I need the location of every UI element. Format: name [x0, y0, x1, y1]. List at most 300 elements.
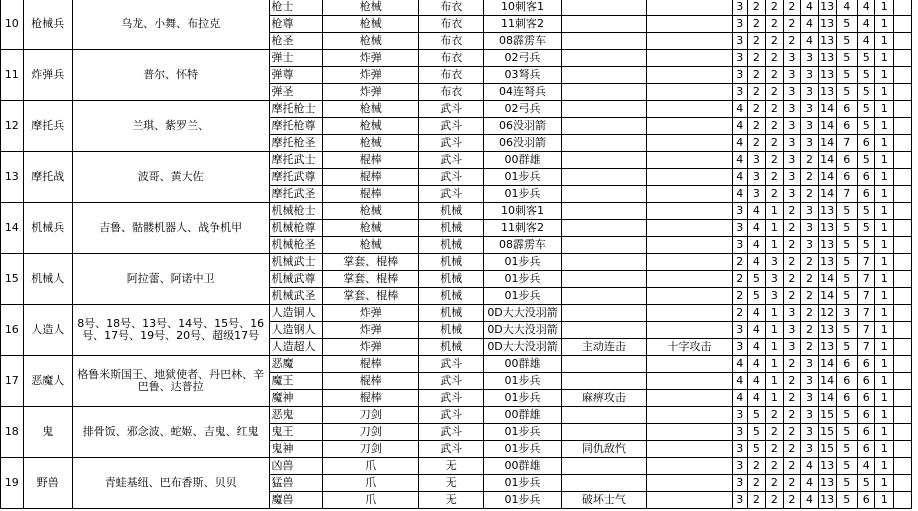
stat-cell: 1 [875, 101, 893, 118]
stat-cell: 2 [766, 407, 784, 424]
special-skill-2 [646, 50, 732, 67]
weapon-cell: 炸弹 [323, 322, 419, 339]
stat-cell: 2 [783, 458, 801, 475]
weapon-cell: 刀剑 [323, 407, 419, 424]
empty-cell [893, 271, 911, 288]
unit-type: 机械兵 [23, 203, 72, 254]
stat-cell: 5 [836, 237, 857, 254]
stat-cell: 15 [818, 424, 836, 441]
rank-name: 机械枪士 [269, 203, 323, 220]
empty-cell [893, 390, 911, 407]
skill-cell: 0D大大没羽箭 [484, 322, 562, 339]
stat-cell: 1 [875, 322, 893, 339]
stat-cell: 14 [818, 356, 836, 373]
skill-cell: 00群雄 [484, 407, 562, 424]
table-row [1, 356, 918, 373]
stat-cell: 3 [732, 237, 747, 254]
table-row [1, 0, 918, 16]
stat-cell: 1 [766, 237, 784, 254]
armor-cell: 机械 [419, 254, 484, 271]
stat-cell: 4 [732, 118, 747, 135]
armor-cell: 布衣 [419, 0, 484, 16]
rank-name: 摩托武尊 [269, 169, 323, 186]
stat-cell: 6 [857, 441, 875, 458]
stat-cell: 5 [836, 84, 857, 101]
stat-cell: 5 [857, 84, 875, 101]
special-skill-2 [646, 16, 732, 33]
group-number: 18 [1, 407, 24, 458]
empty-cell [893, 186, 911, 203]
empty-cell [893, 458, 911, 475]
skill-cell: 01步兵 [484, 424, 562, 441]
stat-cell: 3 [836, 305, 857, 322]
empty-cell [893, 67, 911, 84]
unit-type: 摩托战 [23, 152, 72, 203]
skill-cell: 01步兵 [484, 492, 562, 509]
rank-name: 枪尊 [269, 16, 323, 33]
stat-cell: 2 [783, 424, 801, 441]
skill-cell: 02弓兵 [484, 50, 562, 67]
stat-cell: 5 [747, 441, 765, 458]
empty-cell [893, 356, 911, 373]
stat-cell: 4 [747, 203, 765, 220]
stat-cell: 1 [766, 356, 784, 373]
stat-cell: 3 [732, 67, 747, 84]
weapon-cell: 枪械 [323, 135, 419, 152]
special-skill-2 [646, 356, 732, 373]
stat-cell: 3 [732, 475, 747, 492]
special-skill-1: 同仇敌忾 [561, 441, 646, 458]
group-number: 19 [1, 458, 24, 509]
empty-cell [893, 0, 911, 16]
stat-cell: 4 [857, 458, 875, 475]
stat-cell: 2 [747, 16, 765, 33]
armor-cell: 机械 [419, 220, 484, 237]
special-skill-1 [561, 33, 646, 50]
empty-cell [893, 16, 911, 33]
empty-cell [893, 288, 911, 305]
stat-cell: 4 [747, 254, 765, 271]
skill-cell: 06没羽箭 [484, 118, 562, 135]
group-number: 14 [1, 203, 24, 254]
special-skill-2 [646, 441, 732, 458]
weapon-cell: 枪械 [323, 118, 419, 135]
armor-cell: 武斗 [419, 186, 484, 203]
stat-cell: 13 [818, 220, 836, 237]
empty-cell [893, 84, 911, 101]
stat-cell: 5 [836, 33, 857, 50]
rank-name: 鬼神 [269, 441, 323, 458]
stat-cell: 6 [836, 373, 857, 390]
skill-cell: 01步兵 [484, 390, 562, 407]
skill-cell: 01步兵 [484, 186, 562, 203]
stat-cell: 1 [875, 424, 893, 441]
stat-cell: 5 [836, 424, 857, 441]
empty-cell [893, 441, 911, 458]
stat-cell: 3 [732, 441, 747, 458]
stat-cell: 2 [783, 407, 801, 424]
special-skill-2 [646, 322, 732, 339]
stat-cell: 2 [766, 492, 784, 509]
rank-name: 恶鬼 [269, 407, 323, 424]
rank-name: 机械武尊 [269, 271, 323, 288]
table-row [1, 458, 918, 475]
stat-cell: 2 [783, 356, 801, 373]
armor-cell: 机械 [419, 203, 484, 220]
special-skill-1 [561, 135, 646, 152]
armor-cell: 机械 [419, 339, 484, 356]
stat-cell: 2 [732, 288, 747, 305]
stat-cell: 15 [818, 407, 836, 424]
weapon-cell: 爪 [323, 492, 419, 509]
unit-type: 枪械兵 [23, 0, 72, 50]
stat-cell: 4 [801, 492, 819, 509]
skill-cell: 11刺客2 [484, 16, 562, 33]
group-number: 15 [1, 254, 24, 305]
table-row [1, 407, 918, 424]
stat-cell: 1 [875, 67, 893, 84]
skill-cell: 01步兵 [484, 288, 562, 305]
stat-cell: 3 [801, 203, 819, 220]
stat-cell: 5 [836, 407, 857, 424]
stat-cell: 5 [836, 254, 857, 271]
stat-cell: 5 [836, 203, 857, 220]
rank-name: 弹圣 [269, 84, 323, 101]
stat-cell: 4 [747, 237, 765, 254]
empty-cell [893, 169, 911, 186]
stat-cell: 1 [766, 305, 784, 322]
weapon-cell: 掌套、棍棒 [323, 288, 419, 305]
stat-cell: 5 [857, 220, 875, 237]
unit-members: 8号、18号、13号、14号、15号、16号、17号、19号、20号、超级17号 [72, 305, 269, 356]
stat-cell: 4 [732, 101, 747, 118]
stat-cell: 14 [818, 390, 836, 407]
stat-cell: 3 [783, 322, 801, 339]
stat-cell: 13 [818, 492, 836, 509]
stat-cell: 13 [818, 237, 836, 254]
special-skill-1 [561, 322, 646, 339]
stat-cell: 4 [732, 390, 747, 407]
group-number: 17 [1, 356, 24, 407]
stat-cell: 1 [766, 220, 784, 237]
armor-cell: 布衣 [419, 16, 484, 33]
stat-cell: 2 [783, 237, 801, 254]
special-skill-1 [561, 288, 646, 305]
weapon-cell: 棍棒 [323, 356, 419, 373]
stat-cell: 3 [783, 67, 801, 84]
rank-name: 人造钢人 [269, 322, 323, 339]
stat-cell: 4 [747, 356, 765, 373]
stat-cell: 2 [801, 288, 819, 305]
special-skill-1 [561, 424, 646, 441]
rank-name: 魔神 [269, 390, 323, 407]
stat-cell: 1 [766, 373, 784, 390]
stat-cell: 2 [732, 271, 747, 288]
stat-cell: 5 [857, 118, 875, 135]
weapon-cell: 炸弹 [323, 305, 419, 322]
skill-cell: 01步兵 [484, 169, 562, 186]
armor-cell: 机械 [419, 322, 484, 339]
armor-cell: 机械 [419, 237, 484, 254]
rank-name: 机械枪圣 [269, 237, 323, 254]
stat-cell: 5 [836, 441, 857, 458]
stat-cell: 7 [857, 305, 875, 322]
empty-cell [893, 407, 911, 424]
special-skill-2 [646, 203, 732, 220]
special-skill-1 [561, 101, 646, 118]
stat-cell: 2 [766, 135, 784, 152]
stat-cell: 1 [766, 203, 784, 220]
special-skill-1: 麻痹攻击 [561, 390, 646, 407]
stat-cell: 4 [801, 16, 819, 33]
special-skill-2 [646, 101, 732, 118]
rank-name: 人造超人 [269, 339, 323, 356]
stat-cell: 1 [875, 492, 893, 509]
skill-cell: 01步兵 [484, 271, 562, 288]
stat-cell: 14 [818, 101, 836, 118]
special-skill-1 [561, 254, 646, 271]
rank-name: 鬼王 [269, 424, 323, 441]
stat-cell: 1 [875, 373, 893, 390]
special-skill-2 [646, 33, 732, 50]
stat-cell: 3 [732, 322, 747, 339]
armor-cell: 布衣 [419, 33, 484, 50]
stat-cell: 2 [766, 101, 784, 118]
stat-cell: 2 [801, 339, 819, 356]
special-skill-2 [646, 407, 732, 424]
stat-cell: 3 [732, 458, 747, 475]
stat-cell: 5 [836, 271, 857, 288]
stat-cell: 2 [766, 16, 784, 33]
rank-name: 摩托枪圣 [269, 135, 323, 152]
stat-cell: 4 [801, 475, 819, 492]
stat-cell: 13 [818, 203, 836, 220]
stat-cell: 7 [857, 271, 875, 288]
special-skill-2 [646, 271, 732, 288]
stat-cell: 14 [818, 288, 836, 305]
stat-cell: 2 [783, 254, 801, 271]
special-skill-2 [646, 424, 732, 441]
empty-cell [893, 152, 911, 169]
special-skill-1 [561, 118, 646, 135]
stat-cell: 6 [857, 390, 875, 407]
stat-cell: 3 [783, 50, 801, 67]
special-skill-2 [646, 118, 732, 135]
stat-cell: 5 [857, 203, 875, 220]
stat-cell: 5 [857, 152, 875, 169]
stat-cell: 2 [783, 390, 801, 407]
special-skill-2 [646, 492, 732, 509]
armor-cell: 武斗 [419, 118, 484, 135]
stat-cell: 2 [783, 220, 801, 237]
stat-cell: 4 [732, 169, 747, 186]
stat-cell: 13 [818, 50, 836, 67]
stat-cell: 6 [836, 390, 857, 407]
stat-cell: 3 [783, 118, 801, 135]
stat-cell: 6 [836, 169, 857, 186]
empty-cell [893, 424, 911, 441]
table-row [1, 254, 918, 271]
weapon-cell: 炸弹 [323, 339, 419, 356]
armor-cell: 武斗 [419, 135, 484, 152]
stat-cell: 5 [747, 271, 765, 288]
stat-cell: 4 [732, 152, 747, 169]
stat-cell: 3 [783, 186, 801, 203]
weapon-cell: 掌套、棍棒 [323, 254, 419, 271]
empty-cell [893, 101, 911, 118]
stat-cell: 2 [766, 84, 784, 101]
rank-name: 人造铜人 [269, 305, 323, 322]
stat-cell: 2 [766, 33, 784, 50]
special-skill-1 [561, 169, 646, 186]
stat-cell: 3 [732, 203, 747, 220]
stat-cell: 1 [766, 339, 784, 356]
stat-cell: 2 [783, 288, 801, 305]
rank-name: 机械枪尊 [269, 220, 323, 237]
skill-cell: 01步兵 [484, 254, 562, 271]
weapon-cell: 棍棒 [323, 169, 419, 186]
special-skill-2 [646, 373, 732, 390]
stat-cell: 5 [836, 288, 857, 305]
unit-members: 乌龙、小舞、布拉克 [72, 0, 269, 50]
special-skill-2 [646, 169, 732, 186]
special-skill-2 [646, 305, 732, 322]
skill-cell: 0D大大没羽箭 [484, 305, 562, 322]
armor-cell: 机械 [419, 305, 484, 322]
stat-cell: 5 [836, 67, 857, 84]
table-row [1, 101, 918, 118]
special-skill-1 [561, 0, 646, 16]
special-skill-1 [561, 271, 646, 288]
unit-type: 恶魔人 [23, 356, 72, 407]
stat-cell: 2 [783, 271, 801, 288]
stat-cell: 5 [857, 50, 875, 67]
stat-cell: 3 [732, 424, 747, 441]
weapon-cell: 爪 [323, 475, 419, 492]
special-skill-1 [561, 305, 646, 322]
stat-cell: 3 [732, 0, 747, 16]
weapon-cell: 棍棒 [323, 373, 419, 390]
stat-cell: 2 [766, 186, 784, 203]
special-skill-2 [646, 67, 732, 84]
stat-cell: 6 [857, 186, 875, 203]
armor-cell: 武斗 [419, 356, 484, 373]
stat-cell: 3 [747, 169, 765, 186]
rank-name: 魔兽 [269, 492, 323, 509]
weapon-cell: 刀剑 [323, 441, 419, 458]
empty-cell [893, 254, 911, 271]
stat-cell: 7 [857, 339, 875, 356]
special-skill-1: 破坏士气 [561, 492, 646, 509]
empty-cell [893, 220, 911, 237]
stat-cell: 1 [875, 186, 893, 203]
stat-cell: 3 [801, 373, 819, 390]
armor-cell: 机械 [419, 288, 484, 305]
stat-cell: 2 [766, 441, 784, 458]
unit-members: 波哥、黄大佐 [72, 152, 269, 203]
stat-cell: 3 [801, 101, 819, 118]
weapon-cell: 棍棒 [323, 390, 419, 407]
stat-cell: 2 [801, 305, 819, 322]
weapon-cell: 爪 [323, 458, 419, 475]
weapon-cell: 枪械 [323, 0, 419, 16]
stat-cell: 13 [818, 84, 836, 101]
rank-name: 机械武圣 [269, 288, 323, 305]
unit-members: 吉鲁、骷髅机器人、战争机甲 [72, 203, 269, 254]
skill-cell: 03弩兵 [484, 67, 562, 84]
stat-cell: 3 [766, 254, 784, 271]
stat-cell: 1 [875, 169, 893, 186]
stat-cell: 3 [732, 492, 747, 509]
table-row [1, 152, 918, 169]
group-number: 11 [1, 50, 24, 101]
empty-cell [893, 492, 911, 509]
stat-cell: 2 [783, 33, 801, 50]
unit-type: 炸弹兵 [23, 50, 72, 101]
stat-cell: 5 [857, 101, 875, 118]
stat-cell: 6 [857, 492, 875, 509]
stat-cell: 2 [766, 424, 784, 441]
special-skill-1 [561, 237, 646, 254]
stat-cell: 5 [747, 407, 765, 424]
stat-cell: 4 [836, 0, 857, 16]
stat-cell: 1 [875, 254, 893, 271]
special-skill-1 [561, 458, 646, 475]
rank-name: 枪士 [269, 0, 323, 16]
stat-cell: 6 [857, 407, 875, 424]
stat-cell: 6 [857, 169, 875, 186]
stat-cell: 2 [766, 475, 784, 492]
armor-cell: 布衣 [419, 84, 484, 101]
special-skill-1 [561, 16, 646, 33]
stat-cell: 4 [747, 373, 765, 390]
stat-cell: 4 [747, 220, 765, 237]
stat-cell: 13 [818, 33, 836, 50]
stat-cell: 4 [857, 16, 875, 33]
weapon-cell: 刀剑 [323, 424, 419, 441]
stat-cell: 3 [747, 152, 765, 169]
skill-cell: 11刺客2 [484, 220, 562, 237]
stat-cell: 1 [875, 135, 893, 152]
stat-cell: 5 [836, 50, 857, 67]
special-skill-1: 主动连击 [561, 339, 646, 356]
stat-cell: 3 [801, 356, 819, 373]
weapon-cell: 枪械 [323, 237, 419, 254]
special-skill-2 [646, 135, 732, 152]
empty-cell [893, 373, 911, 390]
stat-cell: 2 [747, 33, 765, 50]
stat-cell: 4 [747, 390, 765, 407]
weapon-cell: 炸弹 [323, 67, 419, 84]
stat-cell: 14 [818, 373, 836, 390]
armor-cell: 武斗 [419, 441, 484, 458]
stat-cell: 3 [732, 16, 747, 33]
empty-cell [893, 50, 911, 67]
special-skill-1 [561, 220, 646, 237]
skill-cell: 01步兵 [484, 373, 562, 390]
stat-cell: 5 [857, 67, 875, 84]
skill-cell: 06没羽箭 [484, 135, 562, 152]
stat-cell: 2 [747, 84, 765, 101]
special-skill-1 [561, 203, 646, 220]
rank-name: 恶魔 [269, 356, 323, 373]
empty-cell [893, 475, 911, 492]
special-skill-1 [561, 152, 646, 169]
special-skill-1 [561, 356, 646, 373]
stat-cell: 5 [836, 322, 857, 339]
stat-cell: 6 [836, 118, 857, 135]
armor-cell: 布衣 [419, 50, 484, 67]
